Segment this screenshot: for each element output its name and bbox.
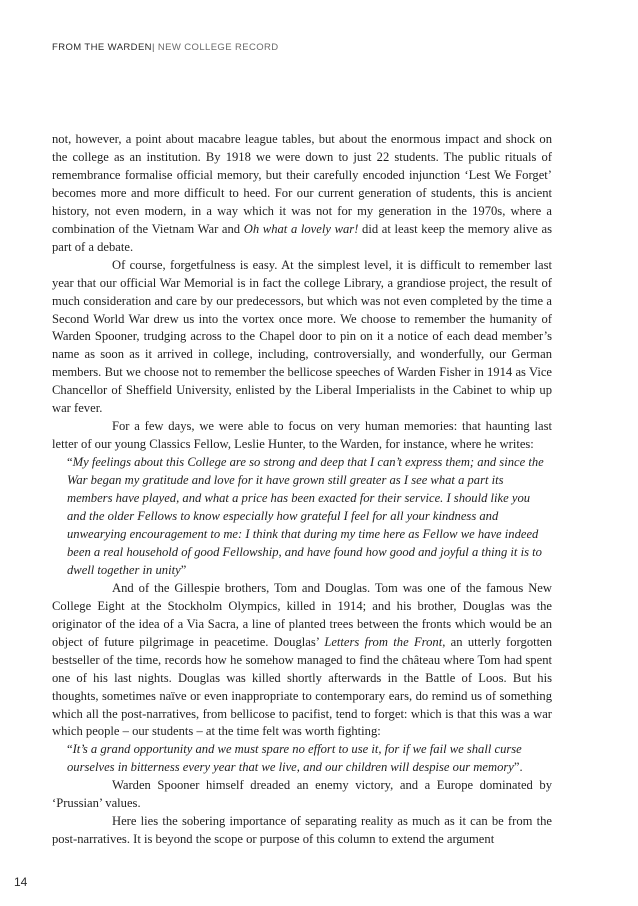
text-run: not, however, a point about macabre league tables, but about the enormous impact and shock on the college as an institution. By 1918 we were down to just 22 students. The public rituals of remembrance formalise official memory, but their carefully encoded injunction ‘Lest We Forget’ becomes more and more difficult to heed. For our current generation of students, this is ancient history, not even modern, in a way which it was not for my generation in the 1970s, where a combination of the Vietnam War and <box>52 132 552 236</box>
text-run: Warden Spooner himself dreaded an enemy victory, and a Europe dominated by ‘Prussian’ values. <box>52 778 552 811</box>
paragraph <box>52 418 552 454</box>
paragraph <box>52 580 552 742</box>
italic-title: Letters from the Front <box>324 634 443 649</box>
header-separator: | <box>151 42 155 53</box>
publication-title: NEW COLLEGE RECORD <box>157 42 279 53</box>
page-number: 14 <box>14 875 28 889</box>
paragraph <box>52 813 552 849</box>
text-run: And of the Gillespie brothers, Tom and Douglas. Tom was one of the famous New College Eight at the Stockholm Olympics, killed in 1914; and his brother, Douglas was the originator of the idea of a Via Sacra, a line of planted trees between the fronts which would be an object of future pilgrimage in peacetime. Douglas’ <box>52 580 552 649</box>
text-run: ” <box>180 562 187 577</box>
italic-title: Oh what a lovely war! <box>243 221 359 236</box>
block-quote <box>52 741 552 777</box>
text-run: “ <box>67 455 73 470</box>
text-run: It’s a grand opportunity and we must spare no effort to use it, for if we fail we shall curse ourselves in bitterness every year that we live, and our children will despise our memory <box>67 742 522 775</box>
text-run: “ <box>67 742 73 757</box>
running-header <box>52 42 279 53</box>
paragraph <box>52 131 552 257</box>
article-body <box>52 131 552 849</box>
text-run: Of course, forgetfulness is easy. At the simplest level, it is difficult to remember last year that our official War Memorial is in fact the college Library, a grandiose project, the result of much consideration and care by our predecessors, but which was not even completed by the time a Second World War drew us into the vortex once more. We choose to remember the humanity of Warden Spooner, trudging across to the Chapel door to pin on it a notice of each dead member’s name as soon as it arrived in college, including, controversially, and wonderfully, our German members. But we choose not to remember the bellicose speeches of Warden Fisher in 1914 as Vice Chancellor of Sheffield University, enlisted by the Liberal Imperialists in the Cabinet to whip up war fever. <box>52 257 552 416</box>
text-run: My feelings about this College are so strong and deep that I can’t express them; and since the War began my gratitude and love for it have grown still greater as I see what a part its members have played, and what a price has been exacted for their service. I should like you and the older Fellows to know especially how grateful I feel for all your kindness and unwearying encouragement to me: I think that during my time here as Fellow we have indeed been a real household of good Fellowship, and have found how good and joyful a thing it is to dwell together in unity <box>67 455 544 577</box>
text-run: did at least keep the memory alive as part of a debate. <box>52 221 552 254</box>
text-run: ”. <box>513 760 523 775</box>
text-run: Here lies the sobering importance of separating reality as much as it can be from the post-narratives. It is beyond the scope or purpose of this column to extend the argument <box>52 814 552 847</box>
text-run: For a few days, we were able to focus on very human memories: that haunting last letter of our young Classics Fellow, Leslie Hunter, to the Warden, for instance, where he writes: <box>52 419 552 452</box>
paragraph <box>52 257 552 419</box>
paragraph <box>52 777 552 813</box>
text-run: , an utterly forgotten bestseller of the time, records how he somehow managed to find the château where Tom had spent one of his last nights. Douglas was killed shortly afterwards in the Battle of Loos. But his thoughts, sometimes naïve or even inappropriate to contemporary ears, do remind us of something which all the post-narratives, from bellicose to pacifist, tend to forget: which is that this was a war which people – our students – at the time felt was worth fighting: <box>52 634 552 739</box>
block-quote <box>52 454 552 580</box>
section-title: FROM THE WARDEN <box>52 42 152 53</box>
